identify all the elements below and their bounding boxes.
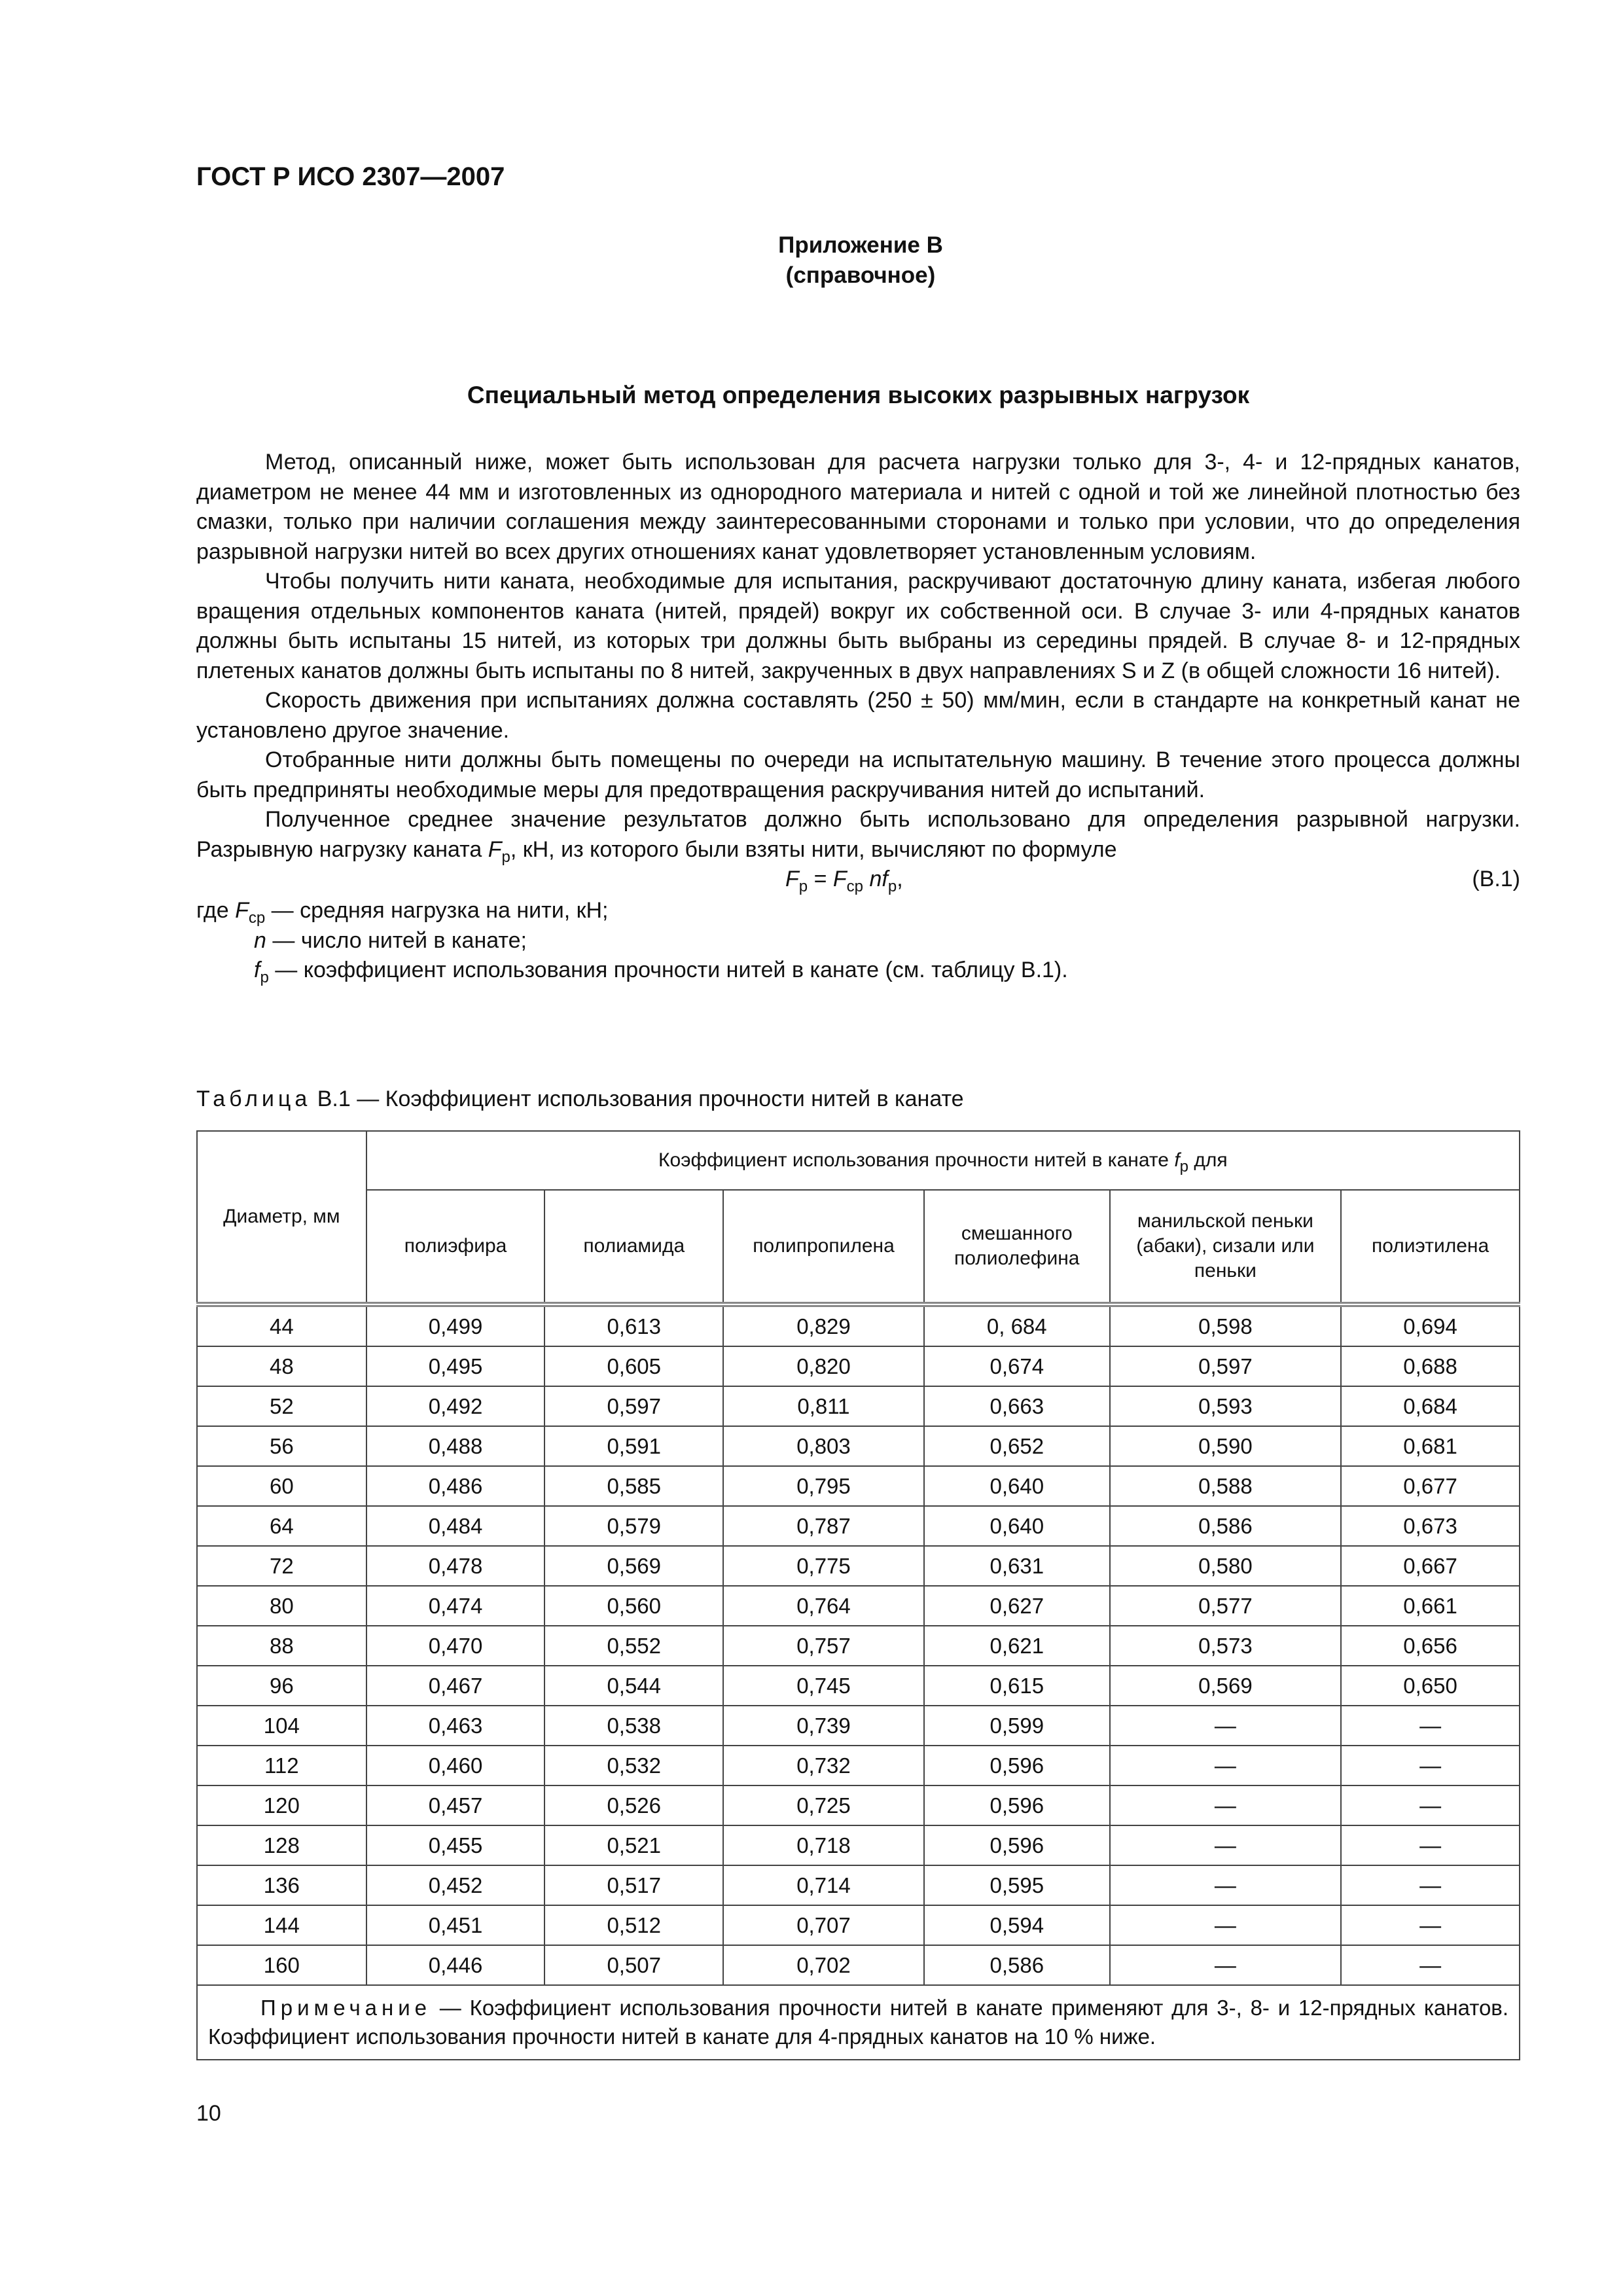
coefficient-cell: 0,694 xyxy=(1341,1304,1520,1346)
diameter-header: Диаметр, мм xyxy=(197,1131,366,1304)
note-text: — Коэффициент использования прочности нитей в канате применяют для 3-, 8- и 12-прядных канатов. Коэффициент использования прочности нитей в канате для 4-прядных канатов на 10 % ниже. xyxy=(208,1996,1508,2049)
coefficient-cell: 0,714 xyxy=(723,1865,924,1905)
diameter-cell: 88 xyxy=(197,1626,366,1666)
coefficient-cell: 0,613 xyxy=(544,1304,723,1346)
note-cell xyxy=(197,1985,1520,2060)
diameter-cell: 64 xyxy=(197,1506,366,1546)
coefficient-cell: — xyxy=(1110,1825,1342,1865)
coefficient-cell: 0,667 xyxy=(1341,1546,1520,1586)
coefficient-cell: 0,599 xyxy=(924,1706,1110,1746)
formula-number: (В.1) xyxy=(1472,867,1520,891)
coefficient-cell: — xyxy=(1110,1905,1342,1945)
coefficient-cell: 0,787 xyxy=(723,1506,924,1546)
diameter-cell: 160 xyxy=(197,1945,366,1985)
column-header: смешанного полиолефина xyxy=(924,1190,1110,1304)
coefficient-cell: — xyxy=(1341,1945,1520,1985)
coefficient-cell: 0,569 xyxy=(544,1546,723,1586)
column-header: полиэфира xyxy=(366,1190,545,1304)
coefficient-cell: 0,681 xyxy=(1341,1426,1520,1466)
diameter-cell: 60 xyxy=(197,1466,366,1506)
coefficient-cell: 0,488 xyxy=(366,1426,545,1466)
diameter-cell: 48 xyxy=(197,1346,366,1386)
diameter-cell: 104 xyxy=(197,1706,366,1746)
coefficient-cell: 0,702 xyxy=(723,1945,924,1985)
coefficient-cell: 0,757 xyxy=(723,1626,924,1666)
table-row xyxy=(197,1626,1520,1666)
table-row xyxy=(197,1304,1520,1346)
coefficient-cell: 0,573 xyxy=(1110,1626,1342,1666)
coefficient-cell: 0,521 xyxy=(544,1825,723,1865)
column-header: полипропилена xyxy=(723,1190,924,1304)
formula-b1 xyxy=(196,865,1520,896)
coefficient-cell: 0,526 xyxy=(544,1785,723,1825)
coefficient-cell: 0,499 xyxy=(366,1304,545,1346)
table-row xyxy=(197,1386,1520,1426)
coefficient-cell: — xyxy=(1341,1905,1520,1945)
coefficient-cell: 0,532 xyxy=(544,1746,723,1785)
coefficient-cell: 0,605 xyxy=(544,1346,723,1386)
coefficient-cell: 0,631 xyxy=(924,1546,1110,1586)
coefficient-cell: 0,732 xyxy=(723,1746,924,1785)
coefficient-cell: 0,597 xyxy=(1110,1346,1342,1386)
annex-title: Приложение В xyxy=(778,232,943,258)
coefficient-cell: 0,577 xyxy=(1110,1586,1342,1626)
table-row xyxy=(197,1905,1520,1945)
coefficient-cell: 0,590 xyxy=(1110,1426,1342,1466)
coefficient-cell: 0,811 xyxy=(723,1386,924,1426)
diameter-cell: 136 xyxy=(197,1865,366,1905)
coefficient-cell: 0,495 xyxy=(366,1346,545,1386)
coefficient-cell: 0,663 xyxy=(924,1386,1110,1426)
coefficient-cell: 0,492 xyxy=(366,1386,545,1426)
coefficient-cell: 0,829 xyxy=(723,1304,924,1346)
coefficient-cell: 0,596 xyxy=(924,1746,1110,1785)
table-caption: Таблица В.1 — Коэффициент использования прочности нитей в канате xyxy=(196,1086,964,1111)
section-title: Специальный метод определения высоких разрывных нагрузок xyxy=(467,382,1250,408)
coefficient-cell: 0,591 xyxy=(544,1426,723,1466)
coefficient-cell: 0,470 xyxy=(366,1626,545,1666)
page-number: 10 xyxy=(196,2101,221,2126)
coefficient-cell: 0,688 xyxy=(1341,1346,1520,1386)
coefficient-cell: 0,764 xyxy=(723,1586,924,1626)
coefficient-cell: 0,596 xyxy=(924,1825,1110,1865)
coefficient-cell: 0,718 xyxy=(723,1825,924,1865)
coefficient-cell: 0,585 xyxy=(544,1466,723,1506)
diameter-cell: 96 xyxy=(197,1666,366,1706)
coefficient-cell: — xyxy=(1341,1825,1520,1865)
coefficient-cell: 0,586 xyxy=(924,1945,1110,1985)
column-header: полиэтилена xyxy=(1341,1190,1520,1304)
coefficient-cell: — xyxy=(1110,1785,1342,1825)
coefficient-cell: 0,640 xyxy=(924,1466,1110,1506)
coefficient-cell: — xyxy=(1110,1865,1342,1905)
group-header: Коэффициент использования прочности нитей в канате $f_р$ для xyxy=(366,1131,1520,1190)
variable-definitions xyxy=(196,896,1520,986)
definition: n — число нитей в канате; xyxy=(254,927,527,953)
definition: $f_р$ — коэффициент использования прочности нитей в канате (см. таблицу В.1). xyxy=(254,958,1068,986)
coefficient-cell: 0,650 xyxy=(1341,1666,1520,1706)
coefficient-cell: 0,745 xyxy=(723,1666,924,1706)
coefficient-cell: — xyxy=(1110,1706,1342,1746)
table-row xyxy=(197,1666,1520,1706)
coefficient-cell: 0,512 xyxy=(544,1905,723,1945)
coefficient-cell: 0,661 xyxy=(1341,1586,1520,1626)
coefficient-cell: 0,739 xyxy=(723,1706,924,1746)
text: Полученное среднее значение результатов должно быть использовано для определения разрывной нагрузки. Разрывную нагрузку каната xyxy=(196,807,1520,862)
coefficient-cell: 0,707 xyxy=(723,1905,924,1945)
coefficient-cell: 0,674 xyxy=(924,1346,1110,1386)
paragraph: Метод, описанный ниже, может быть использован для расчета нагрузки только для 3-, 4- и 12-прядных канатов, диаметром не менее 44 мм и изготовленных из однородного материала и нитей с одной и той же линейной плотностью без смазки, только при наличии соглашения между заинтересованными сторонами и только при условии, что до определения разрывной нагрузки нитей во всех других отношениях канат удовлетворяет установленным условиям. xyxy=(196,450,1520,564)
paragraph: Чтобы получить нити каната, необходимые для испытания, раскручивают достаточную длину каната, избегая любого вращения отдельных компонентов каната (нитей, прядей) вокруг их собственной оси. В случае 3- или 4-прядных канатов должны быть испытаны 15 нитей, из которых три должны быть выбраны из середины прядей. В случае 8- и 12-прядных плетеных канатов должны быть испытаны по 8 нитей, закрученных в двух направлениях S и Z (в общей сложности 16 нитей). xyxy=(196,569,1520,683)
coefficient-cell: 0,820 xyxy=(723,1346,924,1386)
coefficient-cell: 0,457 xyxy=(366,1785,545,1825)
table-row xyxy=(197,1825,1520,1865)
coefficient-cell: 0,538 xyxy=(544,1706,723,1746)
coefficient-cell: 0,452 xyxy=(366,1865,545,1905)
coefficient-cell: 0,725 xyxy=(723,1785,924,1825)
diameter-cell: 112 xyxy=(197,1746,366,1785)
coefficient-cell: 0,656 xyxy=(1341,1626,1520,1666)
coefficient-cell: — xyxy=(1341,1746,1520,1785)
paragraph: Отобранные нити должны быть помещены по очереди на испытательную машину. В течение этого процесса должны быть предприняты необходимые меры для предотвращения раскручивания нитей до испытаний. xyxy=(196,747,1520,802)
coefficient-cell: 0,451 xyxy=(366,1905,545,1945)
coefficient-cell: 0,467 xyxy=(366,1666,545,1706)
coefficient-cell: 0,627 xyxy=(924,1586,1110,1626)
diameter-cell: 80 xyxy=(197,1586,366,1626)
table-row xyxy=(197,1506,1520,1546)
coefficient-cell: 0,621 xyxy=(924,1626,1110,1666)
formula-expression: $F_р = F_{ср}$ $nf_р$, xyxy=(785,867,903,895)
coefficient-cell: 0,486 xyxy=(366,1466,545,1506)
symbol: F xyxy=(488,836,502,862)
paragraph xyxy=(196,805,1520,865)
table-row xyxy=(197,1586,1520,1626)
body-text xyxy=(196,448,1520,986)
coefficient-cell: 0,803 xyxy=(723,1426,924,1466)
coefficient-cell: 0,446 xyxy=(366,1945,545,1985)
coefficient-cell: 0,484 xyxy=(366,1506,545,1546)
coefficient-cell: 0,595 xyxy=(924,1865,1110,1905)
coefficient-cell: 0,560 xyxy=(544,1586,723,1626)
coefficient-cell: — xyxy=(1341,1706,1520,1746)
table-row xyxy=(197,1746,1520,1785)
coefficient-cell: 0,474 xyxy=(366,1586,545,1626)
coefficient-cell: 0,652 xyxy=(924,1426,1110,1466)
coefficient-cell: — xyxy=(1341,1865,1520,1905)
coefficient-cell: 0,552 xyxy=(544,1626,723,1666)
table-row xyxy=(197,1466,1520,1506)
note-label: Примечание xyxy=(260,1996,432,2020)
table-row xyxy=(197,1346,1520,1386)
coefficient-cell: 0,684 xyxy=(1341,1386,1520,1426)
coefficient-cell: — xyxy=(1110,1945,1342,1985)
coefficient-cell: — xyxy=(1110,1746,1342,1785)
coefficient-cell: 0,598 xyxy=(1110,1304,1342,1346)
column-header: полиамида xyxy=(544,1190,723,1304)
annex-heading xyxy=(0,230,1623,291)
coefficient-cell: 0,478 xyxy=(366,1546,545,1586)
diameter-cell: 44 xyxy=(197,1304,366,1346)
coefficient-cell: 0,615 xyxy=(924,1666,1110,1706)
table-row xyxy=(197,1785,1520,1825)
table-row xyxy=(197,1865,1520,1905)
coefficient-cell: 0,593 xyxy=(1110,1386,1342,1426)
paragraph: Скорость движения при испытаниях должна составлять (250 ± 50) мм/мин, если в стандарте на конкретный канат не установлено другое значение. xyxy=(196,688,1520,743)
annex-type: (справочное) xyxy=(785,262,936,288)
coefficient-cell: 0,597 xyxy=(544,1386,723,1426)
document-header: ГОСТ Р ИСО 2307—2007 xyxy=(196,162,505,191)
diameter-cell: 128 xyxy=(197,1825,366,1865)
table-row xyxy=(197,1546,1520,1586)
coefficient-cell: 0,517 xyxy=(544,1865,723,1905)
table-row xyxy=(197,1945,1520,1985)
text: , кН, из которого были взяты нити, вычисляют по формуле xyxy=(510,836,1117,862)
coefficient-cell: 0,775 xyxy=(723,1546,924,1586)
table-row xyxy=(197,1706,1520,1746)
coefficient-cell: 0,640 xyxy=(924,1506,1110,1546)
table-note xyxy=(197,1985,1520,2060)
coefficient-cell: 0, 684 xyxy=(924,1304,1110,1346)
diameter-cell: 72 xyxy=(197,1546,366,1586)
coefficient-cell: 0,463 xyxy=(366,1706,545,1746)
coefficient-cell: 0,579 xyxy=(544,1506,723,1546)
coefficient-cell: 0,594 xyxy=(924,1905,1110,1945)
coefficient-cell: 0,677 xyxy=(1341,1466,1520,1506)
coefficient-cell: 0,580 xyxy=(1110,1546,1342,1586)
column-header: манильской пеньки (абаки), сизали или пеньки xyxy=(1110,1190,1342,1304)
coefficient-cell: 0,795 xyxy=(723,1466,924,1506)
coefficient-cell: 0,569 xyxy=(1110,1666,1342,1706)
coefficient-cell: 0,460 xyxy=(366,1746,545,1785)
coefficient-cell: 0,673 xyxy=(1341,1506,1520,1546)
diameter-cell: 120 xyxy=(197,1785,366,1825)
coefficient-cell: 0,507 xyxy=(544,1945,723,1985)
coefficient-cell: 0,544 xyxy=(544,1666,723,1706)
coefficient-cell: — xyxy=(1341,1785,1520,1825)
coefficient-cell: 0,596 xyxy=(924,1785,1110,1825)
coefficient-table xyxy=(196,1130,1520,2060)
coefficient-cell: 0,586 xyxy=(1110,1506,1342,1546)
diameter-cell: 52 xyxy=(197,1386,366,1426)
diameter-cell: 144 xyxy=(197,1905,366,1945)
coefficient-cell: 0,455 xyxy=(366,1825,545,1865)
subscript: р xyxy=(501,848,510,866)
diameter-cell: 56 xyxy=(197,1426,366,1466)
definition: где $F_{ср}$ — средняя нагрузка на нити, кН; xyxy=(196,898,609,927)
table-row xyxy=(197,1426,1520,1466)
coefficient-cell: 0,588 xyxy=(1110,1466,1342,1506)
